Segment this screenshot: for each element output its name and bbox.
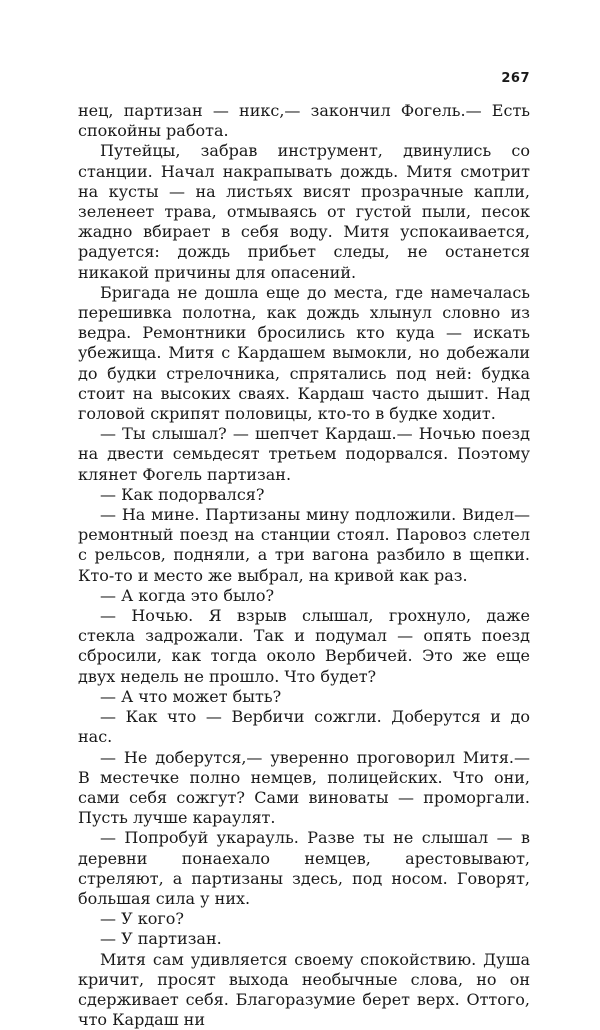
text-body: [78, 101, 530, 1030]
paragraph: — У партизан.: [100, 929, 222, 949]
paragraph: Бригада не дошла еще до места, где намечалась перешивка полотна, как дождь хлынул словно из ведра. Ремонтники бросились кто куда — искать убежища. Митя с Кардашем вымокли, но добежали до будки стрелочника, спрятались под ней: будка стоит на высоких сваях. Кардаш часто дышит. Над головой скрипят половицы, кто-то в будке ходит.: [78, 282, 530, 424]
paragraph: — Как что — Вербичи сожгли. Доберутся и до нас.: [78, 707, 530, 747]
paragraph: — У кого?: [100, 909, 184, 929]
paragraph: — А что может быть?: [100, 686, 282, 706]
paragraph: — Не доберутся,— уверенно проговорил Митя.— В местечке полно немцев, полицейских. Что они, сами себя сожгут? Сами виноваты — проморгали. Пусть лучше караулят.: [78, 747, 530, 828]
paragraph: нец, партизан — никс,— закончил Фогель.— Есть спокойны работа.: [78, 101, 530, 141]
paragraph: Митя сам удивляется своему спокойствию. Душа кричит, просят выхода необычные слова, но он сдерживает себя. Благоразумие берет верх. Оттого, что Кардаш ни: [78, 949, 530, 1030]
paragraph: Путейцы, забрав инструмент, двинулись со станции. Начал накрапывать дождь. Митя смотрит на кусты — на листьях висят прозрачные капли, зеленеет трава, отмываясь от густой пыли, песок жадно вбирает в себя воду. Митя успокаивается, радуется: дождь прибьет следы, не останется никакой причины для опасений.: [78, 141, 530, 282]
paragraph: — Попробуй укарауль. Разве ты не слышал — в деревни понаехало немцев, арестовывают, стреляют, а партизаны здесь, под носом. Говорят, большая сила у них.: [78, 828, 530, 908]
page-number: 267: [501, 71, 530, 86]
paragraph: — Как подорвался?: [100, 484, 265, 504]
paragraph: — Ночью. Я взрыв слышал, грохнуло, даже стекла задрожали. Так и подумал — опять поезд сбросили, как тогда около Вербичей. Это же еще двух недель не прошло. Что будет?: [78, 606, 530, 686]
paragraph: — Ты слышал? — шепчет Кардаш.— Ночью поезд на двести семьдесят третьем подорвался. Поэтому клянет Фогель партизан.: [78, 424, 530, 484]
paragraph: — На мине. Партизаны мину подложили. Видел—ремонтный поезд на станции стоял. Паровоз слетел с рельсов, подняли, а три вагона разбило в щепки. Кто-то и место же выбрал, на кривой как раз.: [78, 505, 530, 585]
paragraph: — А когда это было?: [100, 585, 275, 605]
